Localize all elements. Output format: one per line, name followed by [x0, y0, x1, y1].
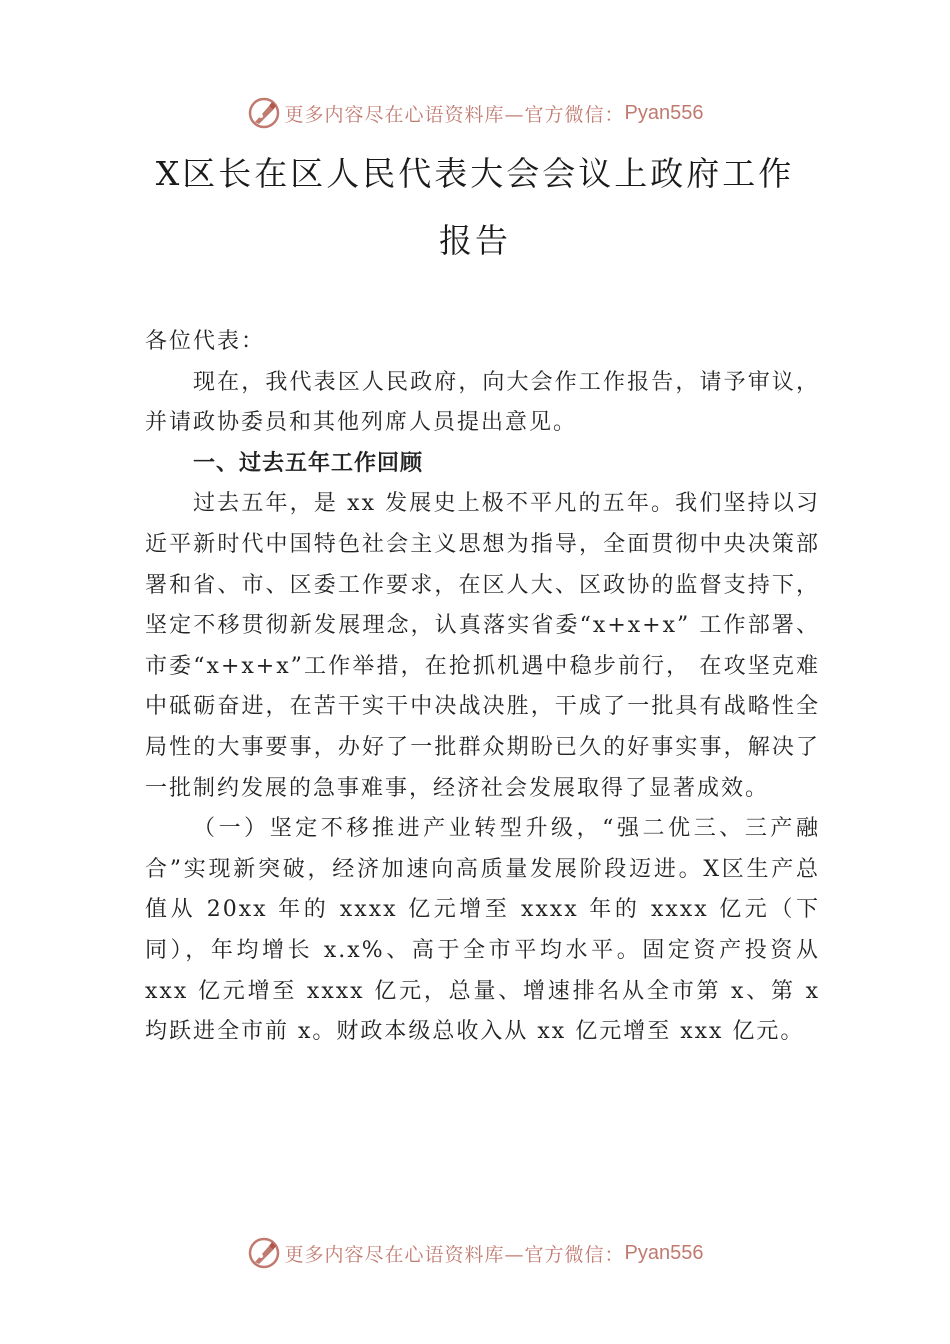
industry-paragraph: （一）坚定不移推进产业转型升级，“强二优三、三产融合”实现新突破，经济加速向高质量发展阶段迈进。X区生产总值从 20xx 年的 xxxx 亿元增至 xxxx 年的 xxxx 亿元（下同），年均增长 x.x%、高于全市平均水平。固定资产投资从 xxx 亿元增至 xxxx 亿元，总量、增速排名从全市第 x、第 x 均跃进全市前 x。财政本级总收入从 xx 亿元增至 xxx 亿元。 [145, 816, 820, 1045]
intro-paragraph: 现在，我代表区人民政府，向大会作工作报告，请予审议，并请政协委员和其他列席人员提出意见。 [145, 369, 820, 436]
watermark-footer [0, 1233, 950, 1273]
watermark-text: 更多内容尽在心语资料库—官方微信： [284, 103, 625, 126]
pen-nib-logo-icon [247, 1236, 281, 1270]
watermark-header [0, 93, 950, 133]
document-title-line2: 报告 [439, 221, 511, 260]
section-heading: 一、过去五年工作回顾 [193, 450, 424, 476]
pen-nib-logo-icon [247, 96, 281, 130]
watermark-text: 更多内容尽在心语资料库—官方微信： [284, 1243, 625, 1266]
document-title-line1: X区长在区人民代表大会会议上政府工作 [155, 154, 795, 193]
watermark-wechat-id: Pyan556 [624, 1241, 704, 1264]
document-body [145, 322, 820, 1053]
watermark-wechat-id: Pyan556 [624, 101, 704, 124]
salutation: 各位代表： [145, 329, 266, 354]
review-paragraph: 过去五年，是 xx 发展史上极不平凡的五年。我们坚持以习近平新时代中国特色社会主义思想为指导，全面贯彻中央决策部署和省、市、区委工作要求，在区人大、区政协的监督支持下，坚定不移贯彻新发展理念，认真落实省委“x+x+x” 工作部署、市委“x+x+x”工作举措，在抢抓机遇中稳步前行， 在攻坚克难中砥砺奋进，在苦干实干中决战决胜，干成了一批具有战略性全局性的大事要事，办好了一批群众期盼已久的好事实事，解决了一批制约发展的急事难事，经济社会发展取得了显著成效。 [145, 491, 820, 801]
